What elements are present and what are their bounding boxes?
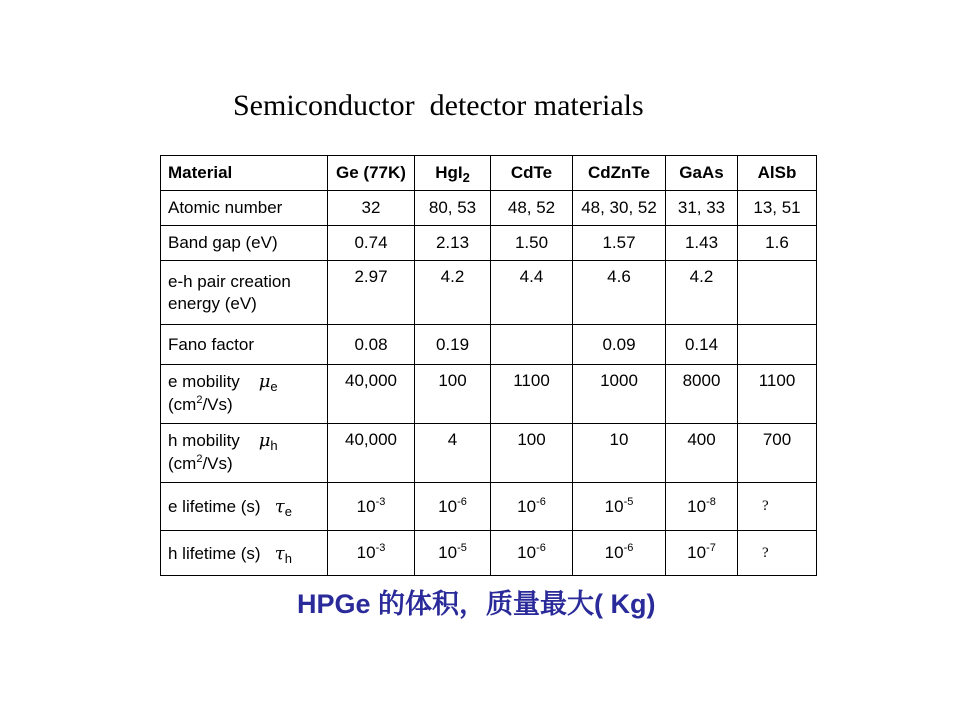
table-cell: 4.2 — [415, 261, 491, 325]
power-base: 10 — [687, 543, 707, 562]
row-label-line — [168, 430, 321, 453]
table-cell: 1.50 — [491, 226, 573, 261]
materials-table — [160, 155, 817, 576]
table-cell — [573, 483, 666, 531]
table-cell: 80, 53 — [415, 191, 491, 226]
header-cell: Material — [161, 156, 328, 191]
table-cell: 4.6 — [573, 261, 666, 325]
symbol-subscript: e — [270, 378, 278, 394]
table-cell: 1.6 — [738, 226, 817, 261]
power-exponent: -3 — [375, 495, 386, 508]
power-exponent: -6 — [623, 542, 634, 554]
table-cell: 32 — [328, 191, 415, 226]
table-row — [161, 226, 817, 261]
row-label-text: e mobility — [168, 371, 240, 391]
hpge-note: HPGe 的体积，质量最大( Kg) — [297, 589, 656, 619]
header-cell: CdZnTe — [573, 156, 666, 191]
row-label — [161, 531, 328, 576]
table-cell: 1.57 — [573, 226, 666, 261]
table-cell: 0.19 — [415, 325, 491, 365]
row-label: Band gap (eV) — [161, 226, 328, 261]
table-cell: 40,000 — [328, 424, 415, 483]
table-cell — [328, 483, 415, 531]
table-cell: 0.14 — [666, 325, 738, 365]
power-base: 10 — [517, 496, 537, 516]
row-label-line: energy (eV) — [168, 293, 257, 313]
table-cell: 13, 51 — [738, 191, 817, 226]
table-row — [161, 483, 817, 531]
power-base: 10 — [687, 496, 707, 516]
row-label-line — [168, 371, 321, 394]
unit-superscript: 2 — [196, 393, 203, 406]
power-base: 10 — [604, 543, 624, 562]
page-title: Semiconductor detector materials — [233, 89, 644, 122]
table-cell — [666, 483, 738, 531]
header-cell: CdTe — [491, 156, 573, 191]
header-cell: Ge (77K) — [328, 156, 415, 191]
table-cell: 4.4 — [491, 261, 573, 325]
table-row — [161, 531, 817, 576]
mu-symbol: μ — [258, 370, 271, 392]
row-label-line — [168, 394, 321, 418]
power-base: 10 — [604, 496, 624, 516]
power-base: 10 — [517, 543, 537, 562]
table-cell: 1.43 — [666, 226, 738, 261]
table-cell: ? — [738, 483, 817, 531]
unit-superscript: 2 — [196, 452, 203, 465]
table-cell: 48, 30, 52 — [573, 191, 666, 226]
table-cell: 4.2 — [666, 261, 738, 325]
table-row — [161, 365, 817, 424]
unit-text: (cm — [168, 453, 197, 473]
tau-symbol: τ — [274, 496, 285, 517]
table-cell: 700 — [738, 424, 817, 483]
power-exponent: -3 — [375, 542, 386, 554]
table-row — [161, 325, 817, 365]
header-subscript: 2 — [462, 170, 470, 185]
table-cell: 100 — [415, 365, 491, 424]
row-label-text: e lifetime (s) — [168, 497, 261, 516]
table-cell: 400 — [666, 424, 738, 483]
table-cell: 2.97 — [328, 261, 415, 325]
row-label-text: h mobility — [168, 430, 240, 450]
table-cell: 48, 52 — [491, 191, 573, 226]
power-exponent: -8 — [706, 495, 716, 508]
power-base: 10 — [356, 543, 376, 562]
table-cell — [738, 325, 817, 365]
power-exponent: -6 — [536, 495, 546, 508]
table-cell: 1100 — [491, 365, 573, 424]
header-text: HgI — [435, 163, 463, 182]
table-cell — [666, 531, 738, 576]
row-label — [161, 424, 328, 483]
power-exponent: -6 — [457, 495, 467, 508]
unit-text: /Vs) — [202, 394, 233, 414]
table-cell — [491, 325, 573, 365]
table-cell — [738, 261, 817, 325]
table-cell: 10 — [573, 424, 666, 483]
table-cell: 1000 — [573, 365, 666, 424]
table-cell: 0.09 — [573, 325, 666, 365]
table-cell: 0.74 — [328, 226, 415, 261]
table-cell: 1100 — [738, 365, 817, 424]
unit-text: (cm — [168, 394, 197, 414]
row-label-text: h lifetime (s) — [168, 543, 261, 563]
table-row — [161, 424, 817, 483]
table-cell: ? — [738, 531, 817, 576]
table-row — [161, 191, 817, 226]
table-cell — [573, 531, 666, 576]
table-cell — [491, 531, 573, 576]
table-cell — [415, 531, 491, 576]
power-exponent: -6 — [536, 542, 546, 554]
row-label — [161, 483, 328, 531]
mu-symbol: μ — [258, 429, 271, 451]
power-exponent: -7 — [706, 542, 716, 554]
symbol-subscript: h — [284, 550, 292, 566]
tau-symbol: τ — [274, 542, 285, 564]
symbol-subscript: h — [270, 437, 278, 453]
table-cell: 40,000 — [328, 365, 415, 424]
table-cell: 2.13 — [415, 226, 491, 261]
power-exponent: -5 — [623, 495, 634, 508]
row-label-line: e-h pair creation — [168, 271, 291, 291]
table-cell: 100 — [491, 424, 573, 483]
row-label-line — [168, 453, 321, 477]
header-cell — [415, 156, 491, 191]
table-cell: 0.08 — [328, 325, 415, 365]
table-cell — [328, 531, 415, 576]
row-label — [161, 365, 328, 424]
power-exponent: -5 — [457, 542, 467, 554]
table-header-row — [161, 156, 817, 191]
table-cell: 8000 — [666, 365, 738, 424]
table-cell: 4 — [415, 424, 491, 483]
row-label: Fano factor — [161, 325, 328, 365]
power-base: 10 — [438, 543, 458, 562]
header-cell: GaAs — [666, 156, 738, 191]
row-label: Atomic number — [161, 191, 328, 226]
unit-text: /Vs) — [202, 453, 233, 473]
power-base: 10 — [356, 496, 376, 516]
header-cell: AlSb — [738, 156, 817, 191]
table-cell — [491, 483, 573, 531]
table-cell: 31, 33 — [666, 191, 738, 226]
symbol-subscript: e — [284, 504, 292, 519]
power-base: 10 — [438, 496, 458, 516]
table-row — [161, 261, 817, 325]
table-cell — [415, 483, 491, 531]
row-label — [161, 261, 328, 325]
